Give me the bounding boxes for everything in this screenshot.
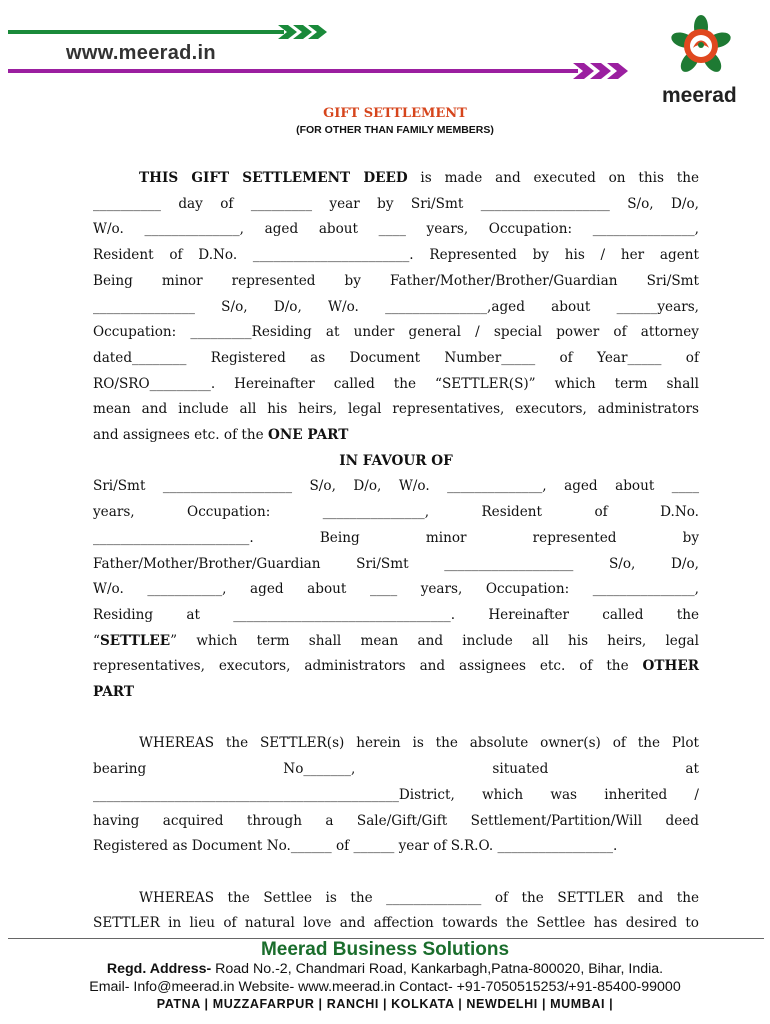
deed-line: __________ day of _________ year by Sri/Smt ___________________ S/o, D/o, [93,195,699,212]
in-favour-heading: IN FAVOUR OF [339,452,453,469]
deed-line [93,680,699,706]
deed-line: Being minor represented by Father/Mother/Brother/Guardian Sri/Smt [93,272,699,289]
footer-address: Regd. Address- Road No.-2, Chandmari Road, Kankarbagh,Patna-800020, Bihar, India. [106,961,664,977]
deed-line: bearing No_______, situated at [93,761,699,778]
city-item: RANCHI [326,997,379,1011]
deed-line: representatives, executors, administrators and assignees etc. of the OTHER [93,658,699,675]
deed-line: WHEREAS the Settlee is the ______________ of the SETTLER and the [139,889,699,906]
deed-line: Resident of D.No. _______________________. Represented by his / her agent [93,247,699,264]
purple-chevrons-icon [573,63,628,79]
document-title: GIFT SETTLEMENT [323,106,467,121]
city-item: NEWDELHI [466,997,538,1011]
green-chevrons-icon [278,25,327,39]
deed-line: having acquired through a Sale/Gift/Gift Settlement/Partition/Will deed [93,812,699,829]
deed-line: _____________________________________________District, which was inherited / [93,786,699,803]
city-item: MUZZAFARPUR [212,997,315,1011]
deed-line: SETTLER in lieu of natural love and affection towards the Settlee has desired to [93,915,699,932]
deed-line: Occupation: _________Residing at under general / special power of attorney [93,324,699,341]
city-item: MUMBAI [550,997,606,1011]
deed-line: Registered as Document No.______ of ______ year of S.R.O. _________________. [93,838,618,855]
settlee-label: SETTLEE [99,632,171,649]
part-label: PART [93,684,134,701]
deed-line: Father/Mother/Brother/Guardian Sri/Smt ___________________ S/o, D/o, [93,555,699,572]
deed-line: and assignees etc. of the ONE PART [93,427,349,444]
deed-line: THIS GIFT SETTLEMENT DEED is made and executed on this the [139,170,699,186]
deed-line: years, Occupation: _______________, Resident of D.No. [93,504,699,521]
one-part-label: ONE PART [268,427,349,444]
website-url[interactable]: www.meerad.in [66,42,216,64]
deed-line: Sri/Smt ___________________ S/o, D/o, W/o. ______________, aged about ____ [93,478,699,495]
deed-line: _______________ S/o, D/o, W/o. _______________,aged about ______years, [93,298,699,315]
deed-line: mean and include all his heirs, legal representatives, executors, administrators [93,401,699,418]
brand-name: meerad [662,84,737,107]
city-item: KOLKATA [391,997,455,1011]
footer-contact: Email- Info@meerad.in Website- www.meerad.in Contact- +91-7050515253/+91-85400-99000 [89,979,681,995]
document-body [93,166,699,937]
deed-heading: THIS GIFT SETTLEMENT DEED [139,170,408,186]
footer-cities: PATNA | MUZZAFARPUR | RANCHI | KOLKATA | NEWDELHI | MUMBAI | [156,997,614,1011]
deed-line: dated________ Registered as Document Number_____ of Year_____ of [93,349,699,366]
deed-line: WHEREAS the SETTLER(s) herein is the absolute owner(s) of the Plot [139,735,699,752]
deed-line: W/o. ______________, aged about ____ years, Occupation: _______________, [93,221,699,238]
document-subtitle: (FOR OTHER THAN FAMILY MEMBERS) [296,124,494,136]
deed-line: “SETTLEE” which term shall mean and include all his heirs, legal [93,632,699,649]
deed-line: W/o. ___________, aged about ____ years, Occupation: _______________, [93,581,699,598]
other-label: OTHER [642,658,699,675]
deed-line: _______________________. Being minor represented by [93,529,699,546]
meerad-logo-icon [669,15,732,75]
footer-brand: Meerad Business Solutions [260,939,510,960]
city-item: PATNA [156,997,201,1011]
deed-line: Residing at ________________________________. Hereinafter called the [93,606,699,623]
deed-line: RO/SRO_________. Hereinafter called the “SETTLER(S)” which term shall [93,375,699,392]
